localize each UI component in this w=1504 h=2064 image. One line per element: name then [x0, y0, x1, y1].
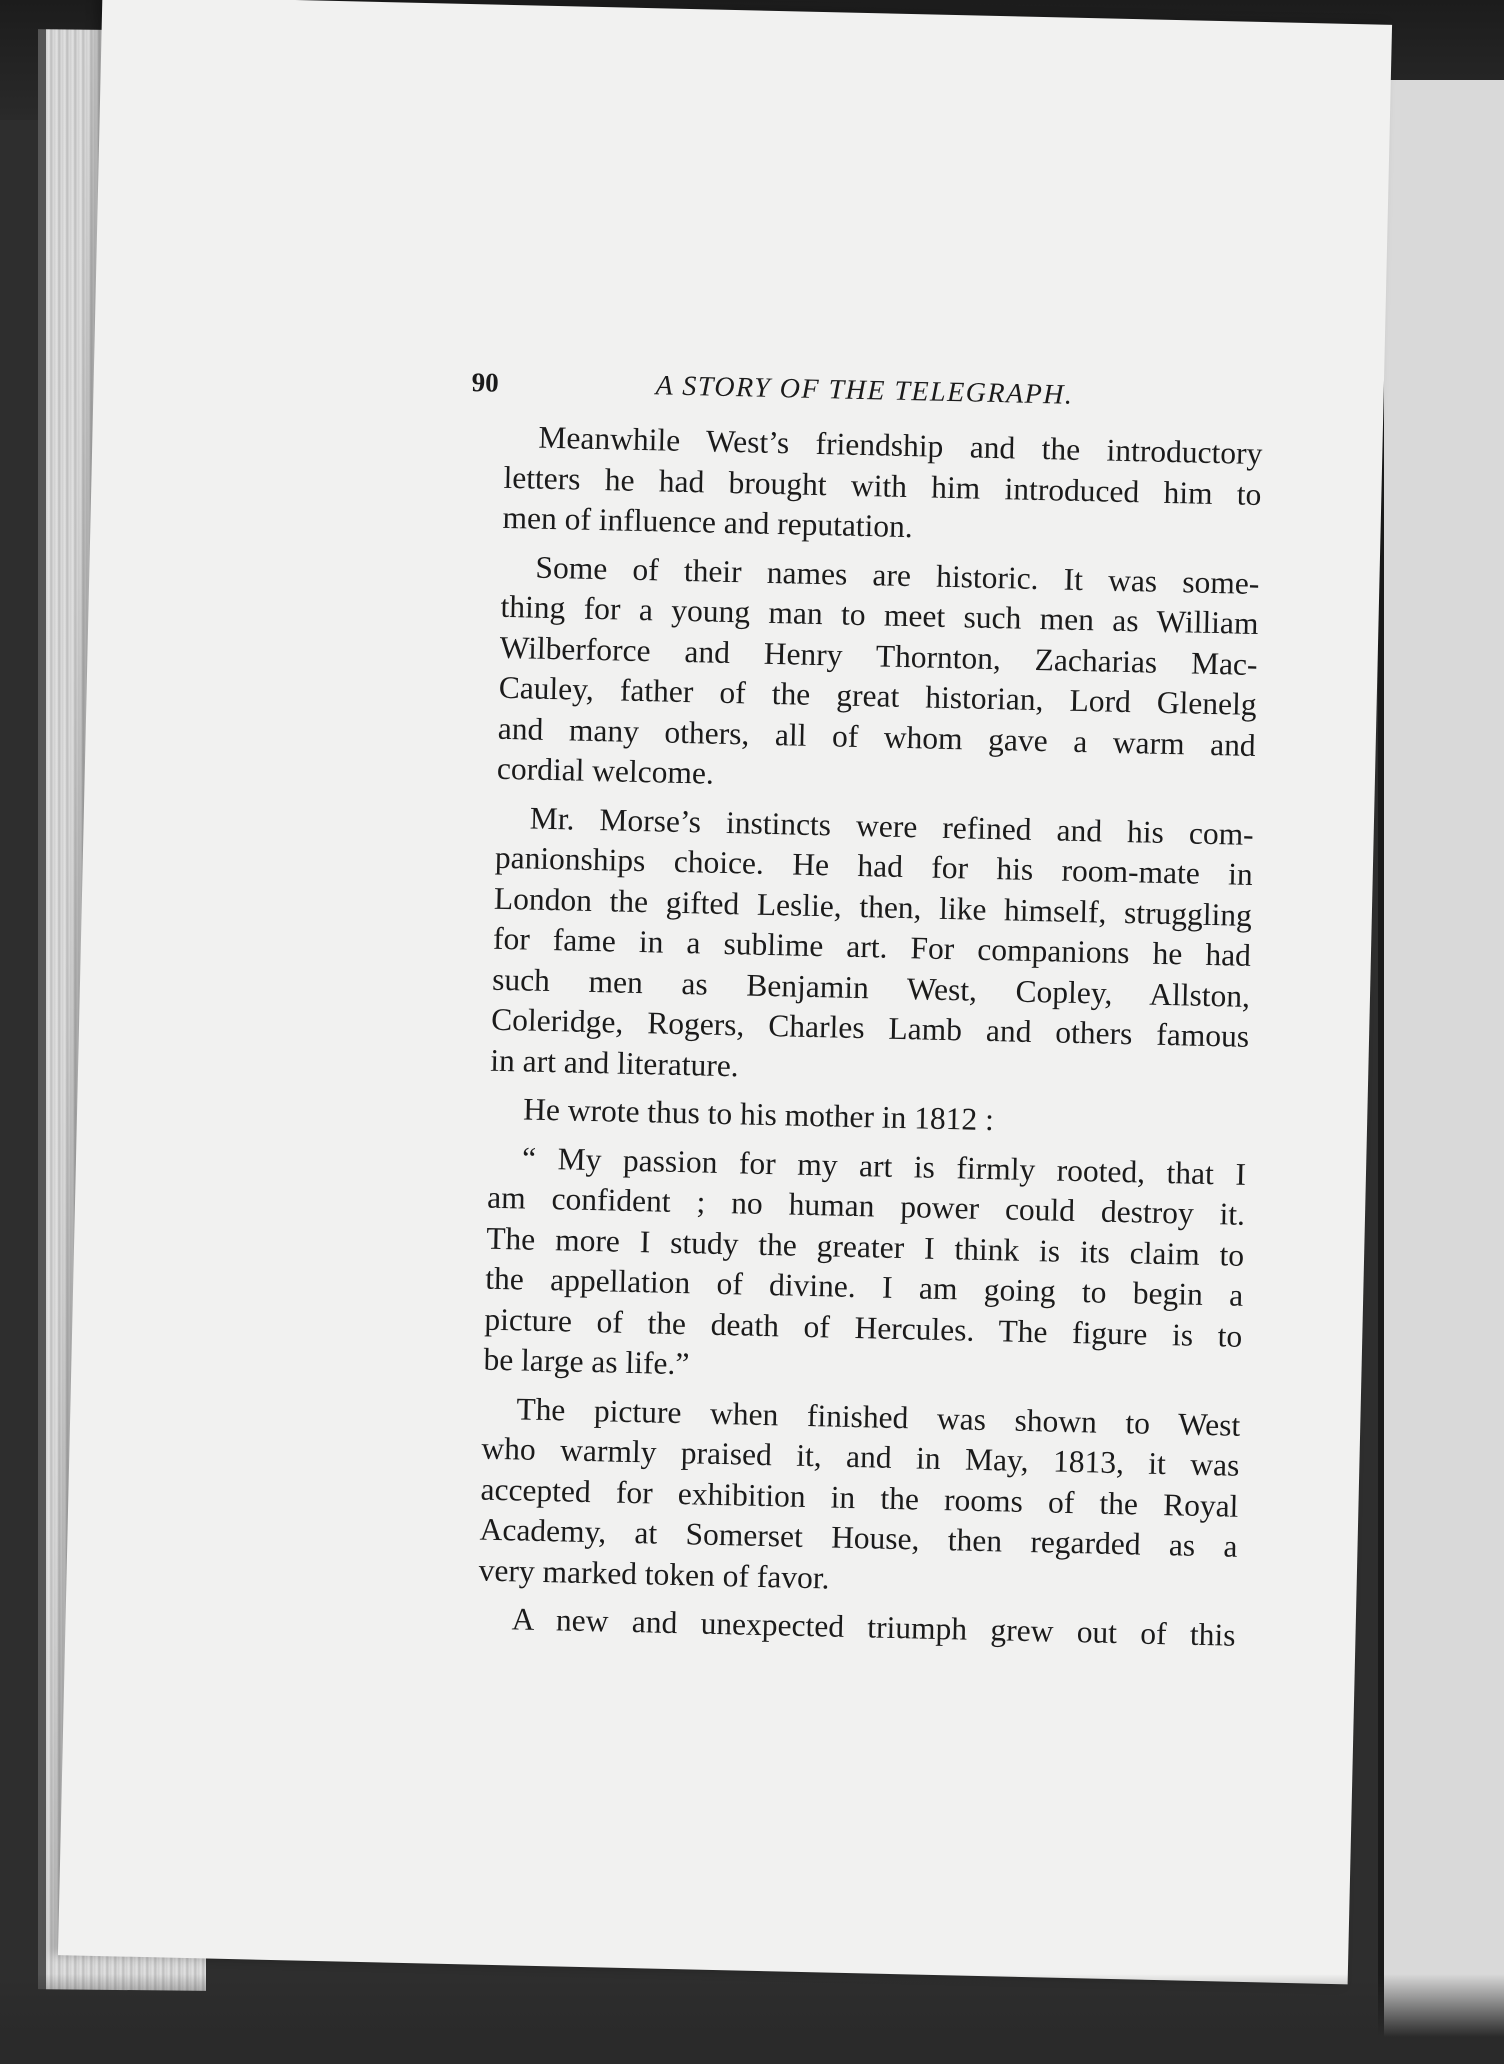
text-line: panionships choice. He had for his room-mate in — [494, 839, 1254, 892]
bottom-shadow — [0, 1974, 1504, 2064]
text-line: such men as Benjamin West, Copley, Allston, — [491, 961, 1251, 1014]
text-line: who warmly praised it, and in May, 1813, it was — [481, 1430, 1240, 1483]
paragraph-3 — [456, 796, 1254, 1097]
text-line: am confident ; no human power could destroy it. — [486, 1179, 1246, 1232]
text-line: be large as life.” — [483, 1341, 690, 1382]
text-line: Meanwhile West’s friendship and the introductory — [538, 419, 1263, 472]
text-line: The more I study the greater I think is its claim to — [485, 1220, 1245, 1273]
paragraph-4 — [455, 1088, 1248, 1146]
page-text — [443, 356, 1264, 1664]
book-page — [58, 0, 1392, 1984]
text-line: men of influence and reputation. — [502, 499, 914, 545]
running-title: A STORY OF THE TELEGRAPH. — [655, 370, 1074, 411]
paragraph-1 — [468, 416, 1263, 555]
text-line: thing for a young man to meet such men as William — [500, 588, 1259, 642]
page-number: 90 — [471, 367, 500, 398]
paragraph-2 — [463, 546, 1260, 807]
text-line: He wrote thus to his mother in 1812 : — [522, 1091, 995, 1138]
text-line: Cauley, father of the great historian, Lord Glenelg — [498, 669, 1258, 722]
text-line: The picture when finished was shown to West — [516, 1390, 1241, 1443]
text-line: “ My passion for my art is firmly rooted, that I — [521, 1139, 1247, 1192]
text-line: the appellation of divine. I am going to begin a — [485, 1260, 1244, 1313]
text-line: cordial welcome. — [496, 750, 715, 791]
text-line: for fame in a sublime art. For companions he had — [492, 920, 1252, 973]
paragraph-7 — [443, 1598, 1236, 1656]
text-line: London the gifted Leslie, then, like himself, struggling — [493, 880, 1253, 933]
text-line: in art and literature. — [489, 1042, 740, 1083]
text-line: Mr. Morse’s instincts were refined and his com- — [529, 800, 1255, 852]
text-line: letters he had brought with him introduced him to — [503, 459, 1262, 512]
text-line: accepted for exhibition in the rooms of the Royal — [480, 1471, 1239, 1524]
paragraph-5-quote — [449, 1136, 1246, 1397]
text-line: Wilberforce and Henry Thornton, Zacharias Mac- — [499, 629, 1258, 682]
text-line: picture of the death of Hercules. The figure is to — [484, 1301, 1243, 1354]
text-line: very marked token of favor. — [478, 1552, 830, 1596]
text-line: and many others, all of whom gave a warm and — [497, 710, 1257, 763]
text-line: Coleridge, Rogers, Charles Lamb and others famous — [490, 1001, 1250, 1054]
text-line: Academy, at Somerset House, then regarded as a — [479, 1511, 1238, 1564]
text-line: A new and unexpected triumph grew out of this — [511, 1601, 1236, 1653]
facing-page-edge — [1378, 80, 1504, 2064]
text-line: Some of their names are historic. It was some- — [535, 549, 1260, 601]
paragraph-6 — [444, 1387, 1240, 1607]
